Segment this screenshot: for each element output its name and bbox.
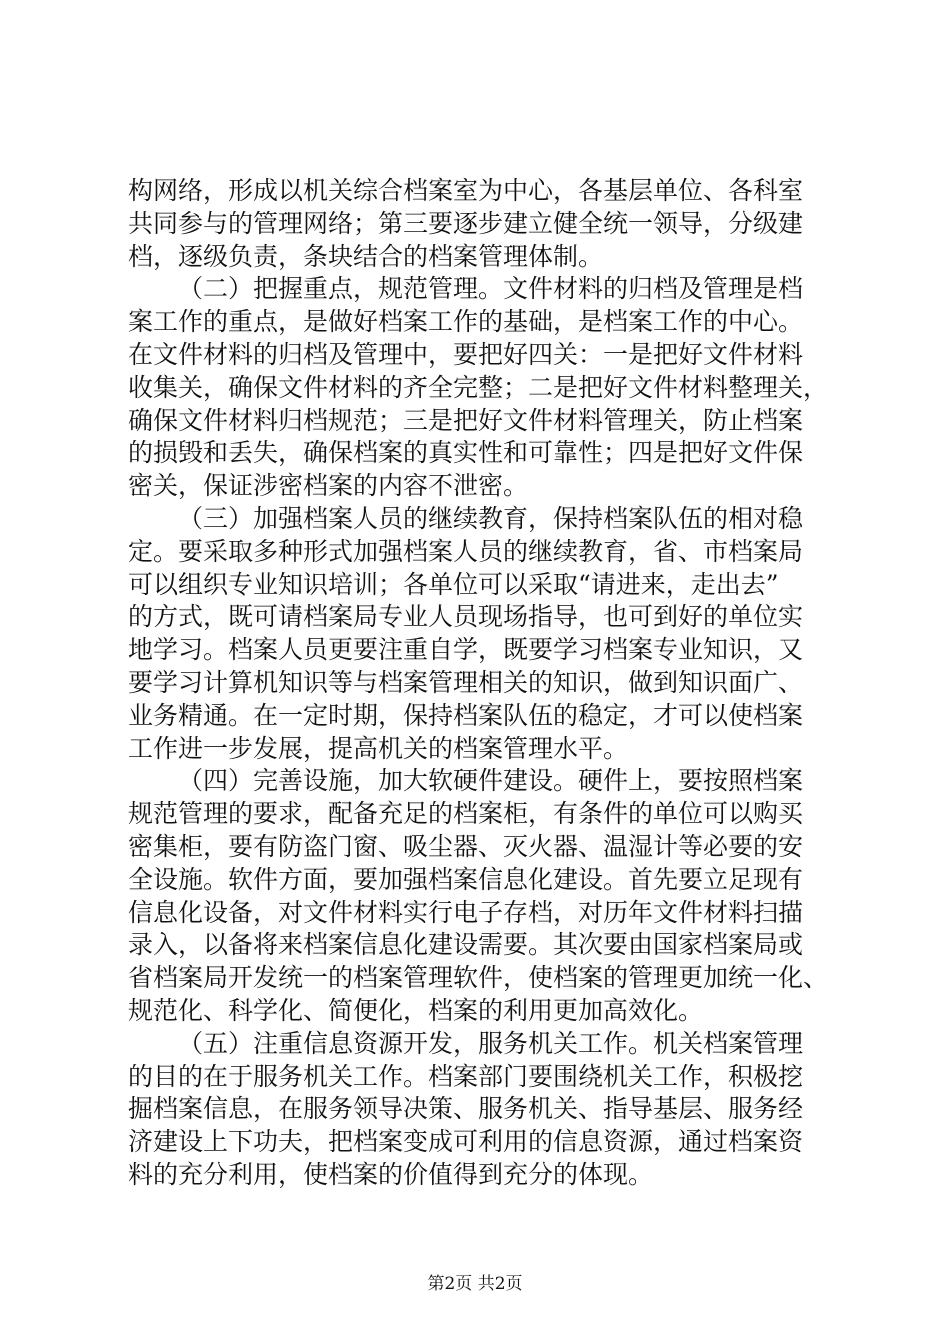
text-line: 密关，保证涉密档案的内容不泄密。: [128, 471, 529, 501]
text-line: 信息化设备，对文件材料实行电子存档，对历年文件材料扫描: [128, 897, 804, 927]
text-line: 济建设上下功夫，把档案变成可利用的信息资源，通过档案资: [128, 1127, 804, 1157]
text-line: 案工作的重点，是做好档案工作的基础，是档案工作的中心。: [128, 307, 804, 337]
text-line: 地学习。档案人员更要注重自学，既要学习档案专业知识，又: [128, 635, 804, 665]
text-line: 规范管理的要求，配备充足的档案柜，有条件的单位可以购买: [128, 799, 804, 829]
text-line: 料的充分利用，使档案的价值得到充分的体现。: [128, 1159, 654, 1189]
text-line: 要学习计算机知识等与档案管理相关的知识，做到知识面广、: [128, 667, 804, 697]
text-line: 密集柜，要有防盗门窗、吸尘器、灭火器、温湿计等必要的安: [128, 831, 804, 861]
text-line: （四）完善设施，加大软硬件建设。硬件上，要按照档案: [178, 766, 804, 796]
text-line: 档，逐级负责，条块结合的档案管理体制。: [128, 241, 604, 271]
text-line: 的方式，既可请档案局专业人员现场指导，也可到好的单位实: [128, 602, 804, 632]
text-line: 省档案局开发统一的档案管理软件，使档案的管理更加统一化、: [128, 963, 829, 993]
text-line: 掘档案信息，在服务领导决策、服务机关、指导基层、服务经: [128, 1094, 804, 1124]
body-text: [128, 175, 848, 1192]
text-line: 可以组织专业知识培训；各单位可以采取“请进来，走出去”: [128, 569, 779, 599]
text-line: 的损毁和丢失，确保档案的真实性和可靠性；四是把好文件保: [128, 438, 804, 468]
text-line: 的目的在于服务机关工作。档案部门要围绕机关工作，积极挖: [128, 1061, 804, 1091]
page-footer: 第2页 共2页: [427, 1274, 523, 1294]
text-line: 确保文件材料归档规范；三是把好文件材料管理关，防止档案: [128, 405, 804, 435]
text-line: 共同参与的管理网络；第三要逐步建立健全统一领导，分级建: [128, 208, 804, 238]
text-line: 规范化、科学化、简便化，档案的利用更加高效化。: [128, 995, 704, 1025]
text-line: （五）注重信息资源开发，服务机关工作。机关档案管理: [178, 1028, 804, 1058]
text-line: 在文件材料的归档及管理中，要把好四关：一是把好文件材料: [128, 339, 804, 369]
text-line: 构网络，形成以机关综合档案室为中心，各基层单位、各科室: [128, 176, 804, 205]
text-line: 录入，以备将来档案信息化建设需要。其次要由国家档案局或: [128, 930, 804, 960]
text-line: 定。要采取多种形式加强档案人员的继续教育，省、市档案局: [128, 536, 804, 566]
text-line: （三）加强档案人员的继续教育，保持档案队伍的相对稳: [178, 503, 804, 533]
text-line: 收集关，确保文件材料的齐全完整；二是把好文件材料整理关，: [128, 372, 829, 402]
text-line: （二）把握重点，规范管理。文件材料的归档及管理是档: [178, 274, 804, 304]
text-line: 工作进一步发展，提高机关的档案管理水平。: [128, 733, 629, 763]
text-line: 全设施。软件方面，要加强档案信息化建设。首先要立足现有: [128, 864, 804, 894]
text-line: 业务精通。在一定时期，保持档案队伍的稳定，才可以使档案: [128, 700, 804, 730]
